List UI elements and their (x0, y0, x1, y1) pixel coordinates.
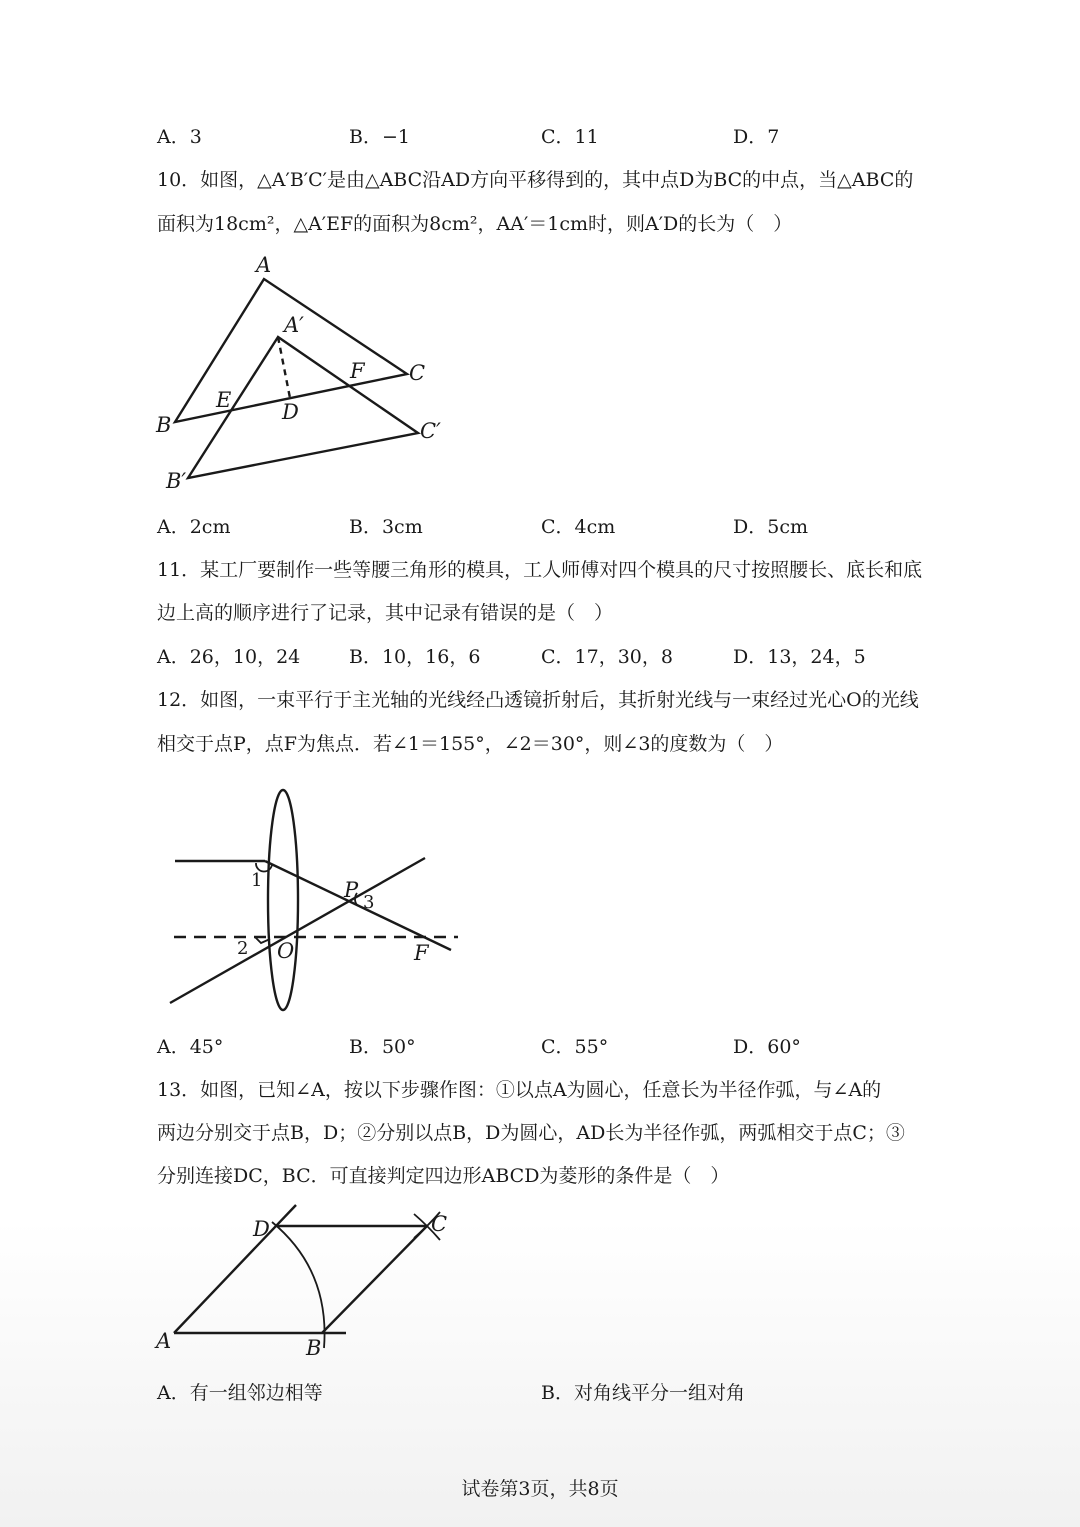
label-angle-1: 1 (251, 870, 263, 891)
q10-option-b: B．3cm (349, 516, 423, 538)
q9-option-d: D．7 (733, 126, 780, 148)
q9-option-b: B．−1 (349, 126, 410, 148)
q12-option-c: C．55° (541, 1036, 609, 1058)
q12-stem-line-1: 12．如图，一束平行于主光轴的光线经凸透镜折射后，其折射光线与一束经过光心O的光线 (157, 689, 919, 711)
label-angle-3: 3 (363, 892, 375, 913)
label-p: P (344, 878, 359, 902)
q11-stem-line-1: 11．某工厂要制作一些等腰三角形的模具，工人师傅对四个模具的尺寸按照腰长、底长和底 (157, 559, 923, 581)
label-c-prime: C′ (420, 419, 441, 443)
q12-option-b: B．50° (349, 1036, 416, 1058)
label-a: A (156, 1329, 172, 1353)
q11-option-b: B．10，16，6 (349, 646, 481, 668)
q11-stem-line-2: 边上高的顺序进行了记录，其中记录有错误的是（ ） (157, 602, 614, 624)
label-c: C (409, 361, 426, 385)
q11-option-c: C．17，30，8 (541, 646, 673, 668)
convex-lens (268, 790, 298, 1010)
label-o: O (277, 939, 295, 963)
label-b: B (306, 1336, 322, 1360)
q9-option-c: C．11 (541, 126, 599, 148)
segment-bc (322, 1226, 427, 1333)
label-a-prime: A′ (284, 313, 304, 337)
q10-stem-line-1: 10．如图，△A′B′C′是由△ABC沿AD方向平移得到的，其中点D为BC的中点，当△ABC的 (157, 169, 914, 191)
q10-option-d: D．5cm (733, 516, 808, 538)
q11-option-d: D．13，24，5 (733, 646, 866, 668)
q13-rhombus-construction-figure (150, 1200, 460, 1365)
q12-option-a: A．45° (157, 1036, 224, 1058)
q9-option-a: A．3 (157, 126, 202, 148)
q10-translation-figure (150, 250, 460, 500)
q13-stem-line-1: 13．如图，已知∠A，按以下步骤作图：①以点A为圆心，任意长为半径作弧，与∠A的 (157, 1079, 882, 1101)
q12-stem-line-2: 相交于点P，点F为焦点．若∠1＝155°，∠2＝30°，则∠3的度数为（ ） (157, 733, 784, 755)
ray-ad (174, 1205, 296, 1333)
label-d: D (282, 400, 299, 424)
label-b-prime: B′ (166, 469, 187, 493)
label-angle-2: 2 (237, 938, 249, 959)
label-a: A (256, 253, 272, 277)
label-f: F (350, 359, 365, 383)
label-b: B (156, 413, 172, 437)
q10-option-a: A．2cm (157, 516, 231, 538)
q13-option-b: B．对角线平分一组对角 (541, 1382, 745, 1404)
label-f: F (414, 941, 429, 965)
construction-arc-bd (272, 1222, 325, 1348)
q12-option-d: D．60° (733, 1036, 801, 1058)
segment-a-prime-d (278, 337, 290, 398)
q10-option-c: C．4cm (541, 516, 616, 538)
q10-stem-line-2: 面积为18cm²，△A′EF的面积为8cm²，AA′＝1cm时，则A′D的长为（ ） (157, 213, 793, 235)
q13-option-a: A．有一组邻边相等 (157, 1382, 323, 1404)
label-d: D (253, 1217, 270, 1241)
q13-stem-line-2: 两边分别交于点B，D；②分别以点B，D为圆心，AD长为半径作弧，两弧相交于点C；③ (157, 1122, 905, 1144)
label-e: E (216, 388, 232, 412)
q13-stem-line-3: 分别连接DC，BC．可直接判定四边形ABCD为菱形的条件是（ ） (157, 1165, 730, 1187)
q12-lens-figure (160, 780, 470, 1020)
q11-option-a: A．26，10，24 (157, 646, 301, 668)
page-footer: 试卷第3页，共8页 (461, 1478, 619, 1500)
label-c: C (431, 1212, 448, 1236)
